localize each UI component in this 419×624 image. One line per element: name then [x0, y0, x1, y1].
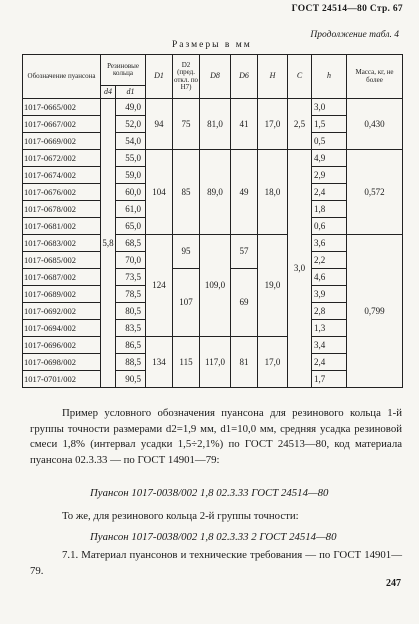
cell-D8: 81,0 — [200, 99, 231, 150]
cell-d1: 65,0 — [116, 218, 146, 235]
cell-h: 2,4 — [312, 184, 347, 201]
cell-h: 3,0 — [312, 99, 347, 116]
cell-h: 1,7 — [312, 371, 347, 388]
cell-h: 1,3 — [312, 320, 347, 337]
cell-code: 1017-0667/002 — [23, 116, 101, 133]
cell-mass: 0,572 — [347, 150, 403, 235]
cell-h: 2,8 — [312, 303, 347, 320]
cell-h: 3,4 — [312, 337, 347, 354]
cell-D1: 124 — [146, 235, 173, 337]
cell-code: 1017-0687/002 — [23, 269, 101, 286]
cell-D6: 57 — [231, 235, 258, 269]
cell-code: 1017-0678/002 — [23, 201, 101, 218]
cell-h: 1,8 — [312, 201, 347, 218]
cell-code: 1017-0692/002 — [23, 303, 101, 320]
cell-H: 17,0 — [258, 99, 288, 150]
page-number: 247 — [386, 578, 401, 589]
col-header-d4: d4 — [101, 86, 116, 99]
col-header-designation: Обозначение пуансона — [23, 55, 101, 99]
cell-d1: 54,0 — [116, 133, 146, 150]
col-header-d1: d1 — [116, 86, 146, 99]
cell-D6: 69 — [231, 269, 258, 337]
cell-D6: 81 — [231, 337, 258, 388]
cell-code: 1017-0681/002 — [23, 218, 101, 235]
cell-code: 1017-0698/002 — [23, 354, 101, 371]
cell-H: 18,0 — [258, 150, 288, 235]
cell-h: 4,9 — [312, 150, 347, 167]
cell-code: 1017-0685/002 — [23, 252, 101, 269]
example-paragraph: Пример условного обозначения пуансона для резинового кольца 1-й группы точности размерами d2=1,9 мм, d1=10,0 мм, средняя усадка резиновой смеси 1,8% (интервал усадки 1,5÷2,1%) по ГОСТ 24513—80, код материала пуансона 02.3.33 — по ГОСТ 14901—79: — [30, 407, 402, 466]
cell-D2: 85 — [173, 150, 200, 235]
cell-D8: 117,0 — [200, 337, 231, 388]
cell-d1: 90,5 — [116, 371, 146, 388]
table-row — [23, 99, 403, 116]
cell-code: 1017-0696/002 — [23, 337, 101, 354]
units-caption: Размеры в мм — [172, 40, 252, 50]
cell-d1: 78,5 — [116, 286, 146, 303]
cell-code: 1017-0672/002 — [23, 150, 101, 167]
table-row — [23, 235, 403, 252]
cell-d1: 52,0 — [116, 116, 146, 133]
col-header-ring: Резиновые кольца — [101, 55, 146, 86]
col-header-h: h — [312, 55, 347, 99]
cell-D8: 109,0 — [200, 235, 231, 337]
table-row — [23, 150, 403, 167]
cell-d1: 60,0 — [116, 184, 146, 201]
cell-h: 0,5 — [312, 133, 347, 150]
cell-D8: 89,0 — [200, 150, 231, 235]
cell-D2: 95 — [173, 235, 200, 269]
cell-d1: 73,5 — [116, 269, 146, 286]
cell-code: 1017-0665/002 — [23, 99, 101, 116]
cell-H: 19,0 — [258, 235, 288, 337]
cell-d1: 86,5 — [116, 337, 146, 354]
cell-H: 17,0 — [258, 337, 288, 388]
cell-mass: 0,430 — [347, 99, 403, 150]
col-header-D2: D2 (пред. откл. по H7) — [173, 55, 200, 99]
cell-code: 1017-0669/002 — [23, 133, 101, 150]
col-header-D8: D8 — [200, 55, 231, 99]
cell-h: 0,6 — [312, 218, 347, 235]
cell-h: 3,9 — [312, 286, 347, 303]
cell-d1: 49,0 — [116, 99, 146, 116]
cell-code: 1017-0676/002 — [23, 184, 101, 201]
cell-d1: 83,5 — [116, 320, 146, 337]
cell-code: 1017-0674/002 — [23, 167, 101, 184]
cell-d1: 68,5 — [116, 235, 146, 252]
example-paragraph-2: То же, для резинового кольца 2-й группы точности: — [62, 510, 299, 522]
cell-D2: 115 — [173, 337, 200, 388]
cell-C: 2,5 — [288, 99, 312, 150]
cell-h: 4,6 — [312, 269, 347, 286]
cell-h: 2,2 — [312, 252, 347, 269]
cell-h: 2,9 — [312, 167, 347, 184]
page-header: ГОСТ 24514—80 Стр. 67 — [291, 4, 403, 14]
cell-d1: 88,5 — [116, 354, 146, 371]
cell-d4: 5,8 — [101, 99, 116, 388]
cell-h: 3,6 — [312, 235, 347, 252]
cell-code: 1017-0683/002 — [23, 235, 101, 252]
cell-code: 1017-0701/002 — [23, 371, 101, 388]
cell-d1: 70,0 — [116, 252, 146, 269]
cell-D6: 49 — [231, 150, 258, 235]
cell-d1: 80,5 — [116, 303, 146, 320]
cell-code: 1017-0694/002 — [23, 320, 101, 337]
material-clause: 7.1. Материал пуансонов и технические требования — по ГОСТ 14901—79. — [30, 549, 402, 577]
cell-mass: 0,799 — [347, 235, 403, 388]
col-header-H: H — [258, 55, 288, 99]
cell-D6: 41 — [231, 99, 258, 150]
cell-h: 1,5 — [312, 116, 347, 133]
cell-d1: 61,0 — [116, 201, 146, 218]
cell-d1: 59,0 — [116, 167, 146, 184]
cell-D2: 75 — [173, 99, 200, 150]
cell-D2: 107 — [173, 269, 200, 337]
cell-D1: 134 — [146, 337, 173, 388]
col-header-mass: Масса, кг, не более — [347, 55, 403, 99]
cell-code: 1017-0689/002 — [23, 286, 101, 303]
col-header-D1: D1 — [146, 55, 173, 99]
designation-example-2: Пуансон 1017-0038/002 1,8 02.3.33 2 ГОСТ 24514—80 — [90, 531, 337, 543]
table-row — [23, 337, 403, 354]
cell-d1: 55,0 — [116, 150, 146, 167]
dimensions-table — [22, 54, 403, 388]
cell-D1: 104 — [146, 150, 173, 235]
col-header-C: C — [288, 55, 312, 99]
designation-example-1: Пуансон 1017-0038/002 1,8 02.3.33 ГОСТ 24514—80 — [90, 487, 329, 499]
cell-h: 2,4 — [312, 354, 347, 371]
table-continuation-label: Продолжение табл. 4 — [310, 30, 399, 40]
cell-D1: 94 — [146, 99, 173, 150]
col-header-D6: D6 — [231, 55, 258, 99]
cell-C: 3,0 — [288, 150, 312, 388]
